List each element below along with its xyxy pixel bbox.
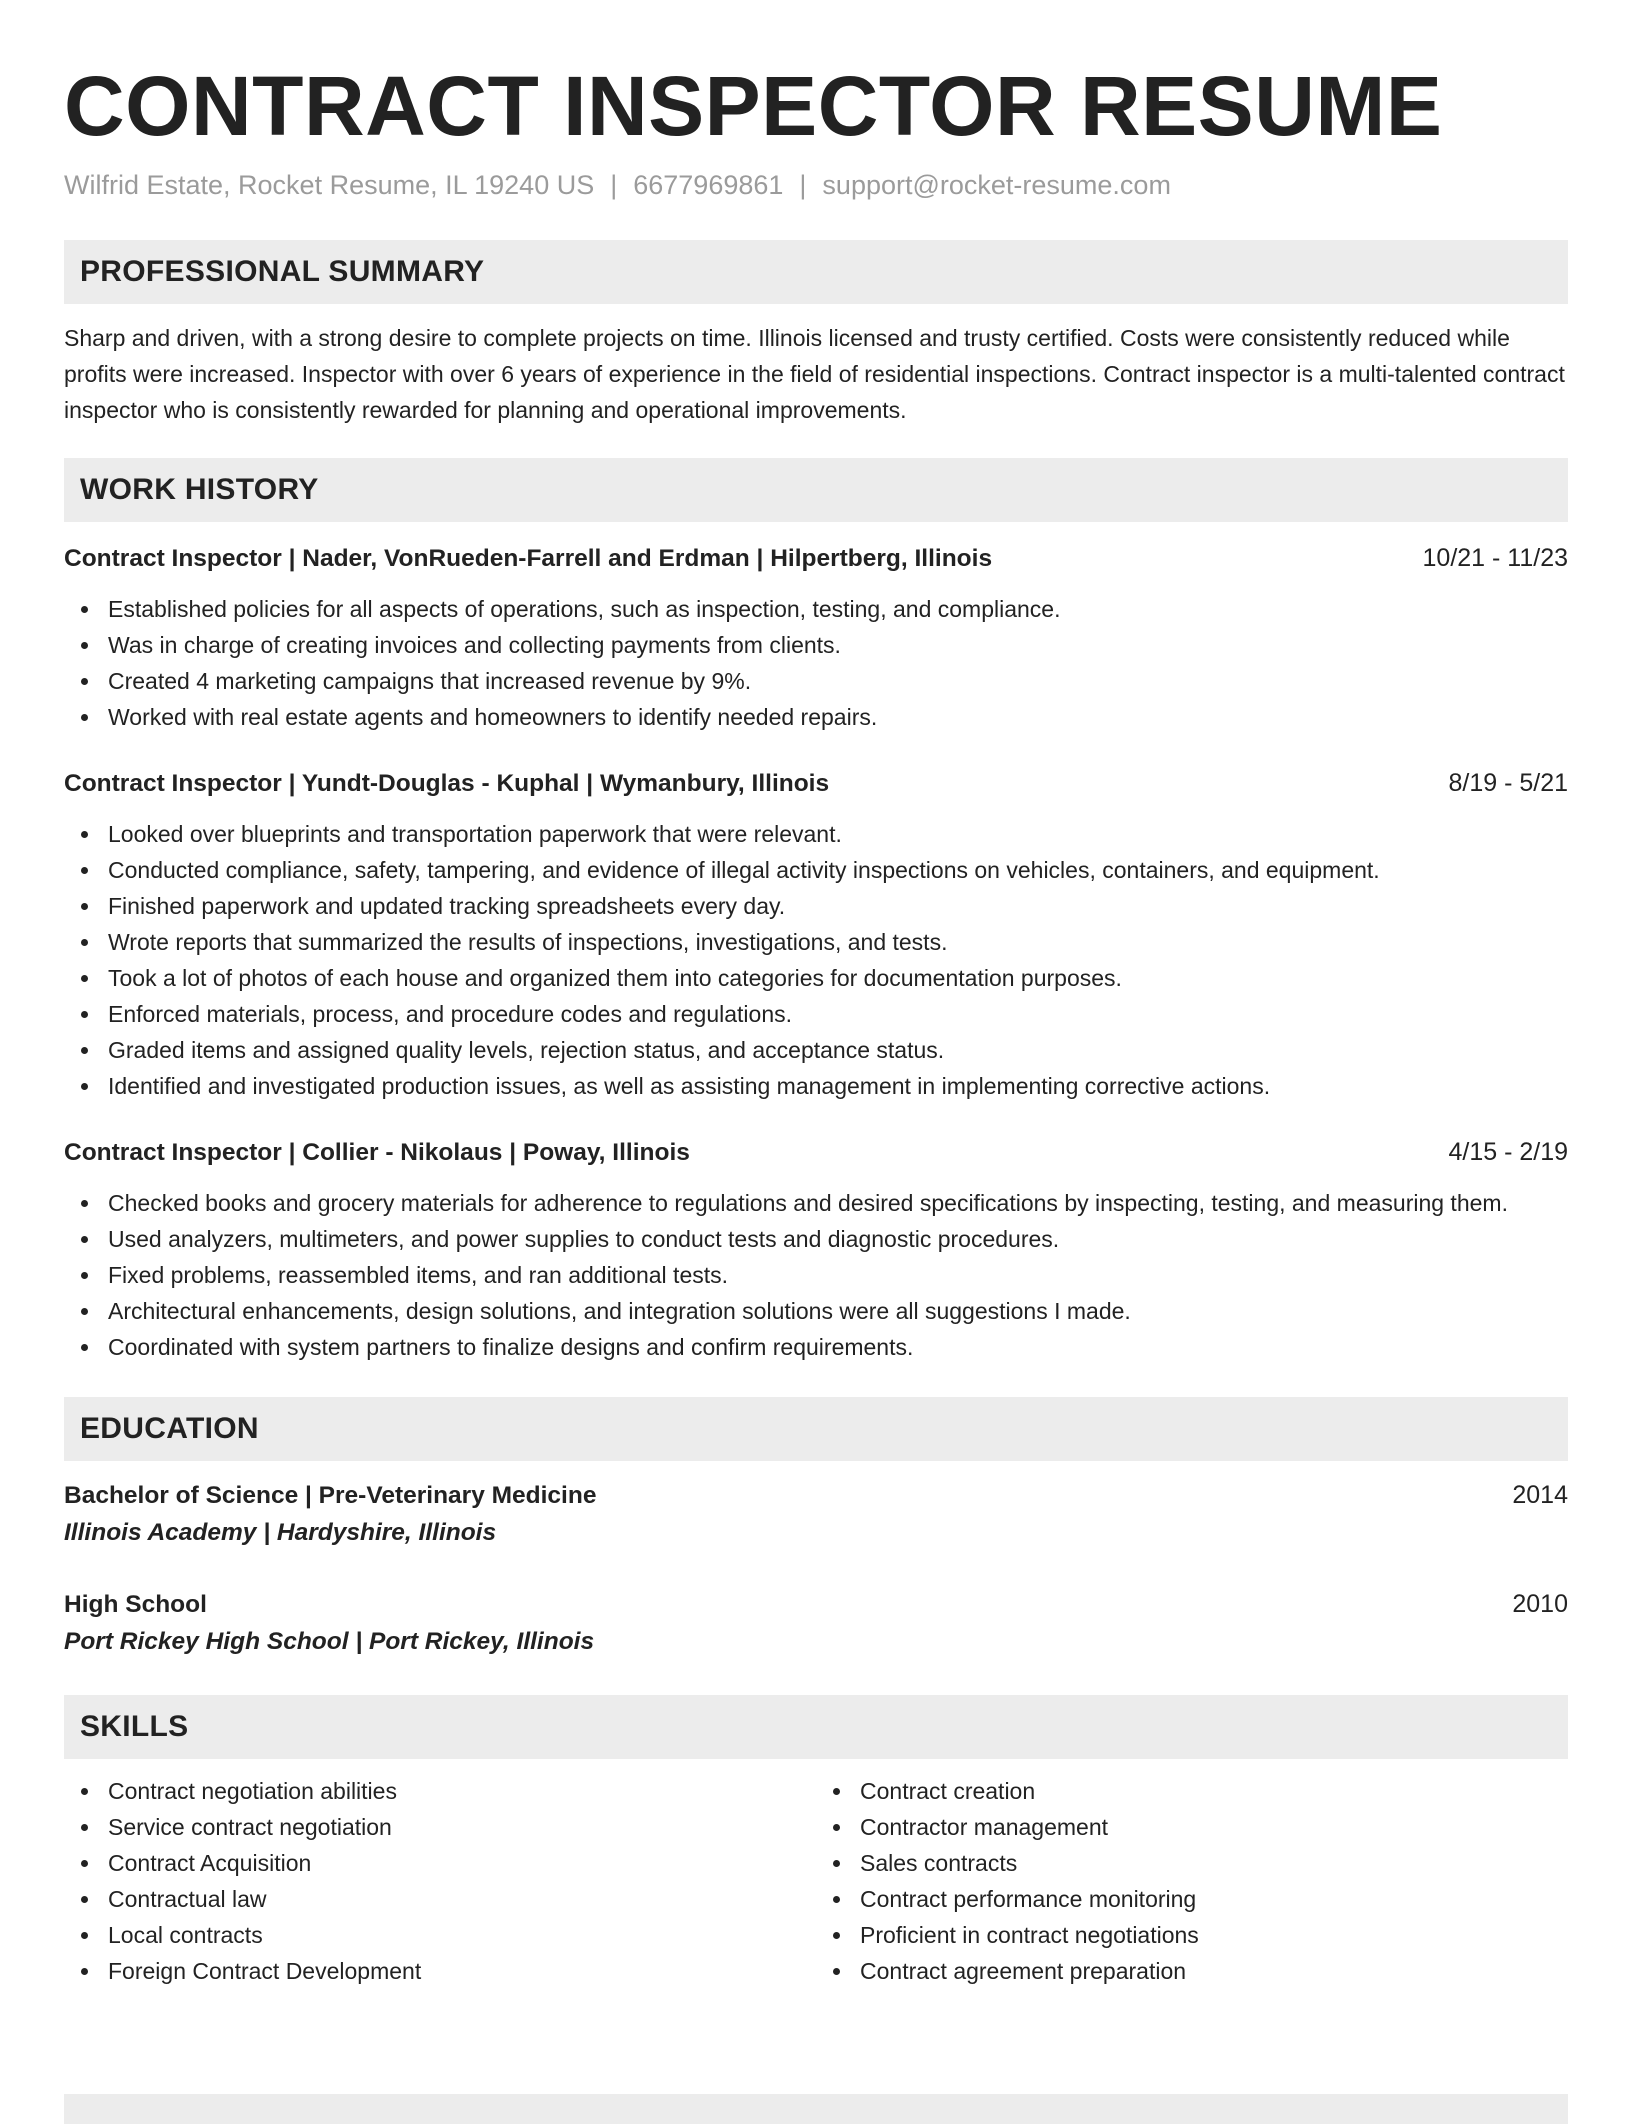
contact-separator: | xyxy=(610,170,618,200)
job-dates: 10/21 - 11/23 xyxy=(1422,544,1568,572)
list-item: Finished paperwork and updated tracking spreadsheets every day. xyxy=(108,888,1568,924)
list-item: Worked with real estate agents and homeowners to identify needed repairs. xyxy=(108,699,1568,735)
list-item: Looked over blueprints and transportation paperwork that were relevant. xyxy=(108,816,1568,852)
skills-column-left xyxy=(64,1773,816,1989)
list-item: Wrote reports that summarized the results of inspections, investigations, and tests. xyxy=(108,924,1568,960)
contact-line xyxy=(64,168,1568,202)
section-header-skills: SKILLS xyxy=(64,1695,1568,1759)
list-item: Created 4 marketing campaigns that increased revenue by 9%. xyxy=(108,663,1568,699)
contact-separator: | xyxy=(799,170,807,200)
skills-list xyxy=(816,1773,1568,1989)
job-entry xyxy=(64,540,1568,735)
contact-email: support@rocket-resume.com xyxy=(822,170,1171,200)
job-title: Contract Inspector | Yundt-Douglas - Kuphal | Wymanbury, Illinois xyxy=(64,770,830,797)
job-header xyxy=(64,1134,1568,1171)
list-item: Graded items and assigned quality levels, rejection status, and acceptance status. xyxy=(108,1032,1568,1068)
job-entry xyxy=(64,765,1568,1104)
list-item: Sales contracts xyxy=(860,1845,1568,1881)
education-header xyxy=(64,1586,1568,1623)
list-item: Used analyzers, multimeters, and power supplies to conduct tests and diagnostic procedures. xyxy=(108,1221,1568,1257)
education-year: 2010 xyxy=(1512,1590,1568,1618)
list-item: Local contracts xyxy=(108,1917,816,1953)
section-header-education: EDUCATION xyxy=(64,1397,1568,1461)
list-item: Took a lot of photos of each house and organized them into categories for documentation purposes. xyxy=(108,960,1568,996)
list-item: Enforced materials, process, and procedure codes and regulations. xyxy=(108,996,1568,1032)
job-header xyxy=(64,540,1568,577)
job-title: Contract Inspector | Collier - Nikolaus | Poway, Illinois xyxy=(64,1139,690,1166)
list-item: Contract agreement preparation xyxy=(860,1953,1568,1989)
section-header-work-history: WORK HISTORY xyxy=(64,458,1568,522)
job-dates: 8/19 - 5/21 xyxy=(1448,769,1568,797)
education-entry xyxy=(64,1477,1568,1552)
job-title: Contract Inspector | Nader, VonRueden-Farrell and Erdman | Hilpertberg, Illinois xyxy=(64,545,993,572)
list-item: Architectural enhancements, design solutions, and integration solutions were all suggestions I made. xyxy=(108,1293,1568,1329)
list-item: Contractual law xyxy=(108,1881,816,1917)
list-item: Contract creation xyxy=(860,1773,1568,1809)
education-entry xyxy=(64,1586,1568,1661)
list-item: Fixed problems, reassembled items, and ran additional tests. xyxy=(108,1257,1568,1293)
job-header xyxy=(64,765,1568,802)
skills-list xyxy=(64,1773,816,1989)
education-school: Illinois Academy | Hardyshire, Illinois xyxy=(64,1519,497,1546)
list-item: Proficient in contract negotiations xyxy=(860,1917,1568,1953)
list-item: Contract negotiation abilities xyxy=(108,1773,816,1809)
contact-phone: 6677969861 xyxy=(633,170,784,200)
list-item: Contract Acquisition xyxy=(108,1845,816,1881)
education-school: Port Rickey High School | Port Rickey, Illinois xyxy=(64,1628,595,1655)
education-header xyxy=(64,1477,1568,1514)
list-item: Was in charge of creating invoices and collecting payments from clients. xyxy=(108,627,1568,663)
job-bullets xyxy=(64,1185,1568,1365)
job-entry xyxy=(64,1134,1568,1365)
contact-address: Wilfrid Estate, Rocket Resume, IL 19240 US xyxy=(64,170,595,200)
education-year: 2014 xyxy=(1512,1481,1568,1509)
list-item: Checked books and grocery materials for adherence to regulations and desired specifications by inspecting, testing, and measuring them. xyxy=(108,1185,1568,1221)
list-item: Coordinated with system partners to finalize designs and confirm requirements. xyxy=(108,1329,1568,1365)
job-dates: 4/15 - 2/19 xyxy=(1448,1138,1568,1166)
job-bullets xyxy=(64,591,1568,735)
list-item: Established policies for all aspects of operations, such as inspection, testing, and compliance. xyxy=(108,591,1568,627)
education-degree: Bachelor of Science | Pre-Veterinary Medicine xyxy=(64,1482,597,1509)
list-item: Foreign Contract Development xyxy=(108,1953,816,1989)
list-item: Service contract negotiation xyxy=(108,1809,816,1845)
section-header-summary: PROFESSIONAL SUMMARY xyxy=(64,240,1568,304)
list-item: Conducted compliance, safety, tampering, and evidence of illegal activity inspections on vehicles, containers, and equipment. xyxy=(108,852,1568,888)
resume-title: CONTRACT INSPECTOR RESUME xyxy=(64,59,1443,153)
list-item: Contractor management xyxy=(860,1809,1568,1845)
skills-column-right xyxy=(816,1773,1568,1989)
summary-text: Sharp and driven, with a strong desire to complete projects on time. Illinois licensed and trusty certified. Costs were consistently reduced while profits were increased. Inspector with over 6 years of experience in the field of residential inspections. Contract inspector is a multi-talented contract inspector who is consistently rewarded for planning and operational improvements. xyxy=(64,325,1565,423)
next-section-header-band xyxy=(64,2094,1568,2124)
list-item: Identified and investigated production issues, as well as assisting management in implementing corrective actions. xyxy=(108,1068,1568,1104)
education-degree: High School xyxy=(64,1591,207,1618)
skills-grid xyxy=(64,1773,1568,1989)
job-bullets xyxy=(64,816,1568,1104)
list-item: Contract performance monitoring xyxy=(860,1881,1568,1917)
